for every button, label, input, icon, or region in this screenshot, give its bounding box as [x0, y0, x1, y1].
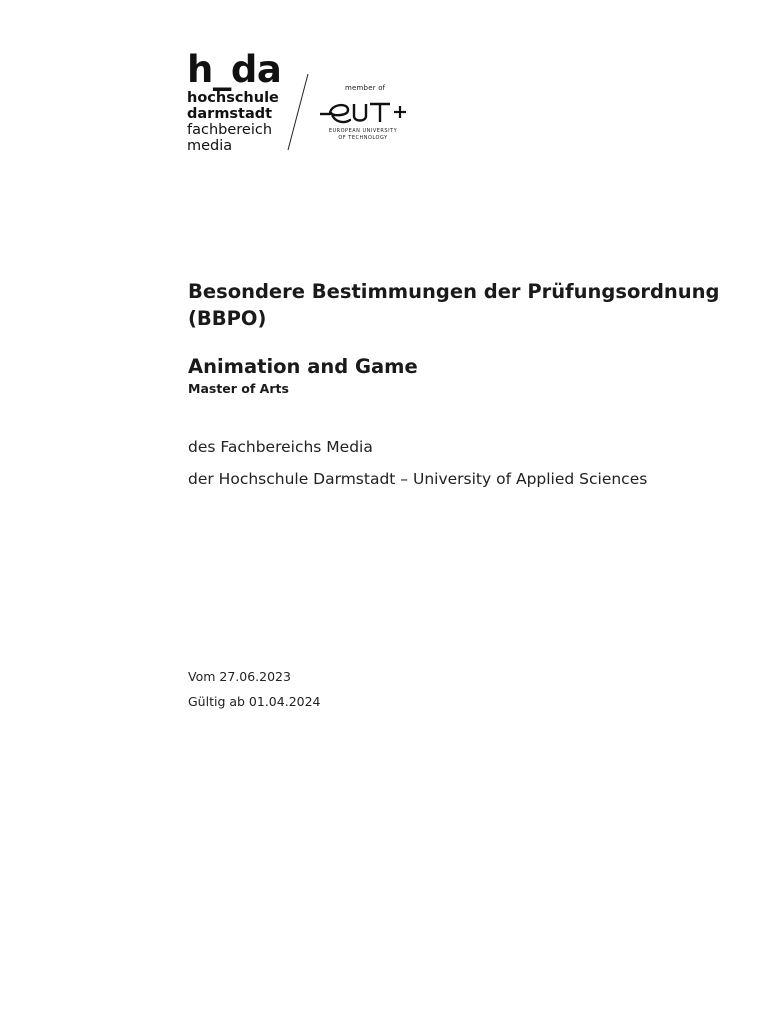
hda-logo-line-fachbereich: fachbereich — [187, 122, 273, 138]
eut-subtitle-line2: OF TECHNOLOGY — [338, 135, 388, 141]
eut-logo — [318, 84, 410, 144]
department-line: des Fachbereichs Media — [188, 438, 373, 456]
hda-logo-line-darmstadt: darmstadt — [187, 106, 273, 122]
program-name: Animation and Game — [188, 355, 418, 378]
issue-date-line: Vom 27.06.2023 — [188, 669, 291, 684]
document-title: Besondere Bestimmungen der Prüfungsordnung (BBPO) — [188, 280, 720, 330]
university-line: der Hochschule Darmstadt – University of Applied Sciences — [188, 470, 648, 488]
valid-from-line: Gültig ab 01.04.2024 — [188, 694, 321, 709]
hda-logo-line-media: media — [187, 138, 233, 154]
eut-member-text: member of — [345, 84, 386, 92]
hda-logo — [187, 50, 297, 154]
hda-logo-mark: h_da — [187, 48, 282, 91]
eut-subtitle-line1: EUROPEAN UNIVERSITY — [328, 128, 398, 134]
hda-logo-line-hochschule: hochschule — [187, 90, 279, 106]
logo-divider-slash — [284, 72, 314, 152]
degree-name: Master of Arts — [188, 381, 289, 396]
